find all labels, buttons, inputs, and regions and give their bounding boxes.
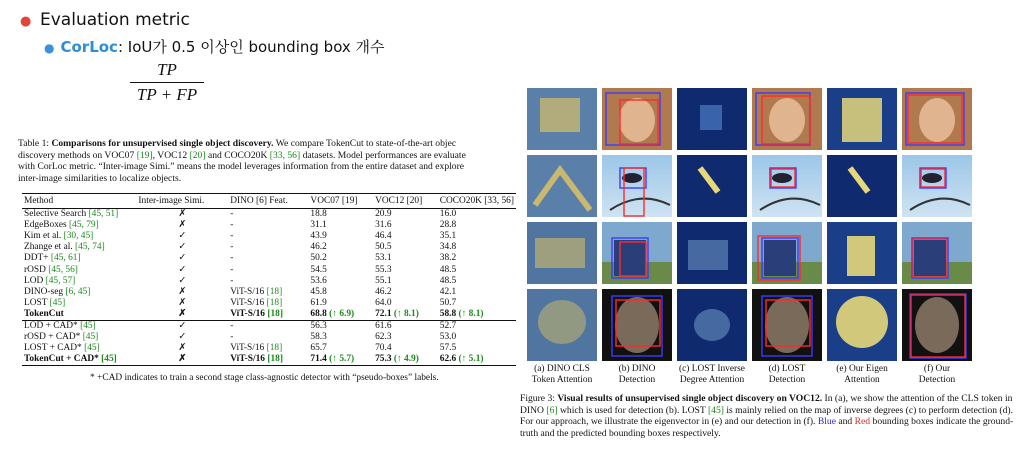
citation[interactable]: [45, 51]	[88, 209, 119, 220]
value: 46.2	[310, 242, 327, 253]
improvement: (↑ 6.9)	[329, 308, 355, 319]
label-line: (b) DINO	[618, 364, 656, 374]
bus-shape	[914, 240, 946, 276]
value: 31.6	[375, 220, 392, 231]
backbone: -	[230, 242, 234, 253]
header-dino-feat: DINO [6] Feat.	[228, 194, 308, 209]
value: 45.8	[310, 286, 327, 297]
value: 53.6	[310, 275, 327, 286]
improvement: (↑ 5.7)	[329, 354, 355, 365]
backbone: ViT-S/16	[230, 308, 265, 319]
caption-text: In (a), we show the attention of the	[824, 393, 959, 404]
citation[interactable]: [30, 45]	[63, 231, 94, 242]
cell-inter-image: ✗	[178, 308, 187, 319]
value: 38.2	[439, 253, 457, 264]
value: 43.9	[310, 231, 327, 242]
caption-line1: We compare TokenCut to state-of-the-art objec	[275, 138, 457, 149]
bird-shape	[922, 173, 942, 183]
citation[interactable]: [45, 56]	[48, 264, 78, 275]
value: 68.8	[310, 308, 327, 319]
citation[interactable]: [45]	[80, 320, 96, 331]
dog-shape	[615, 297, 659, 353]
backbone: -	[230, 231, 234, 242]
caption-text: and COCO20K	[207, 149, 268, 161]
figure-column-label	[748, 364, 826, 386]
citation[interactable]: [6]	[546, 404, 558, 416]
value: 28.8	[439, 220, 457, 231]
cell-inter-image: ✗	[178, 220, 187, 231]
figure-column-label	[673, 364, 751, 386]
value: 52.7	[439, 320, 457, 331]
value: 70.4	[375, 343, 392, 354]
label-line: Degree Attention	[679, 375, 745, 385]
value: 48.5	[439, 264, 457, 275]
value: 56.3	[310, 320, 327, 331]
value: 35.1	[439, 231, 457, 242]
citation[interactable]: [45]	[84, 343, 100, 354]
cell-inter-image: ✗	[178, 209, 187, 220]
header-method: Method	[22, 194, 136, 209]
label-line: Detection	[618, 375, 656, 385]
attention-blob	[847, 236, 875, 276]
citation[interactable]: [18]	[267, 308, 283, 319]
value: 53.1	[375, 253, 392, 264]
citation[interactable]: [45]	[707, 404, 724, 416]
citation[interactable]: [18]	[266, 286, 283, 297]
citation[interactable]: [33, 56]	[269, 149, 301, 161]
row-bus	[527, 222, 972, 284]
value: 50.5	[375, 242, 392, 253]
method-name: TokenCut	[24, 308, 64, 319]
citation[interactable]: [19]	[136, 149, 153, 161]
citation[interactable]: [45, 61]	[50, 253, 81, 264]
value: 50.7	[439, 297, 457, 308]
bullet-dot-icon: ●	[44, 41, 55, 55]
label-line: Detection	[768, 375, 806, 385]
value: 72.1	[375, 308, 392, 319]
face-shape	[619, 98, 655, 142]
bus-shape	[764, 240, 796, 276]
value: 62.3	[375, 332, 392, 343]
attention-blob	[836, 296, 888, 348]
caption-line3: with CorLoc metric. “Inter-image Simi.” means the model leverages information from the entire dataset and explore	[18, 161, 465, 172]
value: 64.0	[375, 297, 392, 308]
citation[interactable]: [45, 79]	[69, 220, 99, 231]
backbone: -	[230, 264, 234, 275]
attention-blob	[688, 240, 728, 270]
bullet-text: Evaluation metric	[40, 10, 190, 30]
dog-shape	[915, 297, 959, 353]
header-inter-image: Inter-image Simi.	[136, 194, 228, 209]
cell-inter-image: ✓	[178, 332, 187, 343]
method-name: LOD	[24, 275, 44, 286]
method-name: rOSD + CAD*	[24, 332, 81, 343]
citation[interactable]: [45]	[101, 354, 117, 365]
red-word: Red	[854, 416, 871, 428]
row-dog	[527, 289, 972, 361]
figure-label: Figure 3:	[520, 393, 555, 404]
value: 42.1	[439, 286, 457, 297]
attention-blob	[700, 105, 722, 130]
cell-inter-image: ✓	[178, 231, 187, 242]
method-name: DINO-seg	[24, 286, 64, 297]
backbone: -	[230, 332, 234, 343]
method-name: TokenCut + CAD*	[24, 354, 99, 365]
cell-inter-image: ✗	[178, 286, 187, 297]
value: 65.7	[310, 343, 327, 354]
citation[interactable]: [18]	[266, 343, 283, 354]
value: 55.3	[375, 264, 392, 275]
attention-blob	[694, 309, 730, 341]
citation[interactable]: [18]	[266, 297, 283, 308]
bird-shape	[622, 173, 642, 183]
method-name: EdgeBoxes	[24, 220, 67, 231]
table-caption-bold: Comparisons for unsupervised single object discovery.	[51, 138, 274, 149]
blue-word: Blue	[817, 416, 836, 428]
cell-inter-image: ✗	[136, 354, 228, 366]
backbone: ViT-S/16	[230, 297, 265, 308]
attention-blob	[540, 98, 580, 132]
value: 55.1	[375, 275, 392, 286]
value: 54.5	[310, 264, 327, 275]
label-line: (e) Our Eigen	[836, 364, 888, 374]
bullet-dot-icon: ●	[20, 14, 32, 29]
cell-inter-image: ✓	[178, 242, 187, 253]
method-name: rOSD	[24, 264, 46, 275]
backbone: -	[230, 209, 234, 220]
caption-text: datasets. Model performances are evaluate	[302, 149, 466, 161]
value: 48.5	[439, 275, 457, 286]
row-face	[527, 88, 972, 150]
formula-numerator: TP	[157, 60, 177, 79]
caption-line4: inter-image similarities to localize objects.	[18, 172, 182, 184]
label-line: Detection	[918, 375, 956, 385]
method-name: LOD + CAD*	[24, 320, 78, 331]
corloc-term: CorLoc	[60, 38, 118, 56]
label-line: (a) DINO CLS	[534, 364, 590, 374]
method-name: Kim et al.	[24, 231, 62, 242]
method-name: LOST	[24, 297, 48, 308]
row-bird	[527, 155, 972, 217]
value: 57.5	[439, 343, 457, 354]
bus-shape	[614, 240, 646, 276]
face-shape	[769, 98, 805, 142]
label-line: (c) LOST Inverse	[679, 364, 745, 374]
citation[interactable]: [45, 74]	[75, 242, 105, 253]
label-line: Attention	[844, 375, 880, 385]
label-line: (f) Our	[923, 364, 951, 374]
method-name: DDT+	[24, 253, 49, 264]
improvement: (↑ 8.1)	[393, 308, 419, 319]
improvement: (↑ 8.1)	[458, 308, 484, 319]
method-name: Zhange et al.	[24, 242, 73, 253]
cell-inter-image: ✓	[178, 253, 187, 264]
caption-text: is mainly relied on the map of inverse degrees (c)	[726, 404, 917, 416]
citation[interactable]: [18]	[267, 354, 283, 365]
value: 53.0	[439, 332, 457, 343]
figure-column-label	[898, 364, 976, 386]
value: 31.1	[310, 220, 327, 231]
citation[interactable]: [6, 45]	[65, 286, 91, 297]
citation[interactable]: [45]	[49, 297, 66, 308]
cell-inter-image: ✓	[136, 320, 228, 332]
corloc-definition: : IoU가 0.5 이상인 bounding box 개수	[117, 38, 385, 56]
citation[interactable]: [20]	[189, 149, 206, 161]
label-line: Token Attention	[531, 375, 593, 385]
attention-blob	[535, 238, 585, 268]
caption-text: , VOC12	[152, 149, 188, 161]
improvement: (↑ 4.9)	[393, 354, 419, 365]
backbone: -	[230, 220, 234, 231]
caption-line2: discovery methods on VOC07	[18, 149, 135, 161]
value: 61.6	[375, 320, 392, 331]
value: 46.4	[375, 231, 392, 242]
dog-shape	[765, 297, 809, 353]
value: 71.4	[310, 354, 327, 365]
backbone: -	[230, 320, 234, 331]
value: 62.6	[439, 354, 457, 365]
header-voc12: VOC12 [20]	[373, 194, 438, 209]
value: 34.8	[439, 242, 457, 253]
backbone: ViT-S/16	[230, 286, 265, 297]
citation[interactable]: [45]	[82, 332, 99, 343]
citation[interactable]: [45, 57]	[45, 275, 76, 286]
caption-text: which is used for detection (b). LOST	[559, 404, 706, 416]
cell-inter-image: ✓	[178, 275, 187, 286]
method-name: LOST + CAD*	[24, 343, 82, 354]
figure-caption-bold: Visual results of unsupervised single object discovery on VOC12.	[557, 393, 823, 404]
header-coco20k: COCO20K [33, 56]	[438, 194, 516, 209]
face-shape	[919, 98, 955, 142]
value: 58.3	[310, 332, 327, 343]
attention-blob	[538, 300, 586, 344]
value: 61.9	[310, 297, 327, 308]
figure-column-label	[598, 364, 676, 386]
backbone: ViT-S/16	[230, 354, 265, 365]
figure-caption	[520, 393, 1016, 439]
formula-denominator: TP + FP	[136, 85, 198, 104]
cell-inter-image: ✗	[178, 297, 187, 308]
method-name: Selective Search	[24, 209, 87, 220]
table-footnote: * +CAD indicates to train a second stage class-agnostic detector with “pseudo-boxes” labels.	[90, 373, 439, 383]
figure-column-label	[523, 364, 601, 386]
caption-text: and	[838, 416, 853, 428]
value: 20.9	[375, 209, 392, 220]
value: 75.3	[375, 354, 392, 365]
improvement: (↑ 5.1)	[458, 354, 484, 365]
bird-shape	[772, 173, 792, 183]
caption-text: to perform detection (d). For our approach, we illustrate the eigenvector in (e) and our detection in (f).	[520, 404, 1014, 428]
cell-inter-image: ✓	[178, 264, 187, 275]
table-label: Table 1:	[18, 138, 50, 149]
backbone: -	[230, 275, 234, 286]
backbone: ViT-S/16	[230, 343, 265, 354]
value: 18.8	[310, 209, 327, 220]
value: 50.2	[310, 253, 327, 264]
caption-text: CLS token in DINO	[520, 393, 1013, 416]
attention-blob	[842, 98, 882, 142]
label-line: (d) LOST	[768, 364, 806, 374]
backbone: -	[230, 253, 234, 264]
value: 16.0	[439, 209, 457, 220]
figure-column-label	[823, 364, 901, 386]
cell-inter-image: ✗	[178, 343, 187, 354]
header-voc07: VOC07 [19]	[308, 194, 373, 209]
value: 58.8	[439, 308, 457, 319]
caption-text: bounding boxes indicate the ground-truth and the predicted bounding boxes respectively.	[520, 416, 1014, 439]
value: 46.2	[375, 286, 392, 297]
